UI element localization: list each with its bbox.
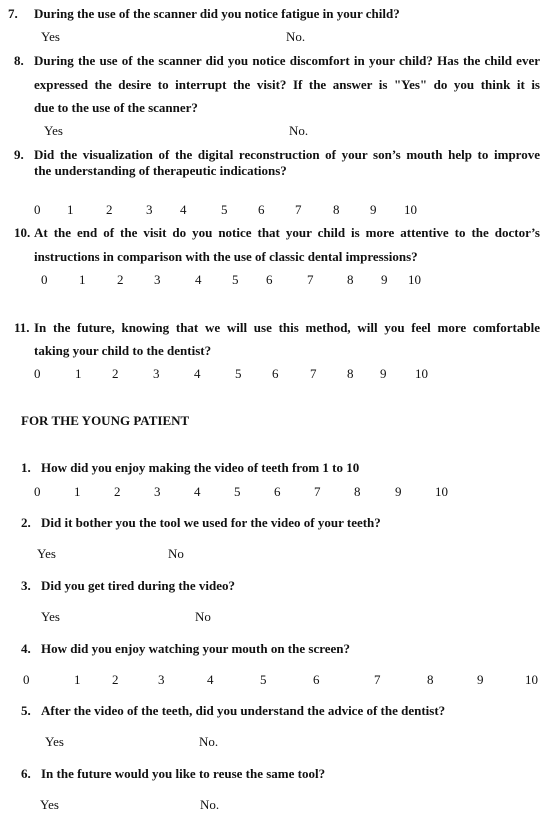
scale-value: 0 [34,366,41,381]
question-text: At the end of the visit do you notice that your child is more attentive to the doctor’s [34,225,540,240]
question-number: 9. [14,147,24,162]
scale-value: 5 [232,272,239,287]
question-number: 4. [21,641,31,656]
question-number: 8. [14,53,24,68]
question-text: due to the use of the scanner? [34,100,198,115]
answer-yes: Yes [41,29,60,44]
scale-value: 8 [427,672,434,687]
scale-value: 8 [347,272,354,287]
scale-value: 4 [207,672,214,687]
scale-value: 5 [234,484,241,499]
question-text: How did you enjoy making the video of teeth from 1 to 10 [41,460,360,475]
scale-value: 7 [314,484,321,499]
question-text: How did you enjoy watching your mouth on the screen? [41,641,351,656]
question-number: 10. [14,225,31,240]
scale-value: 7 [307,272,314,287]
question-number: 1. [21,460,31,475]
scale-value: 2 [112,672,119,687]
scale-value: 0 [41,272,48,287]
scale-value: 3 [158,672,165,687]
scale-value: 8 [333,202,340,217]
question-text: Did it bother you the tool we used for the video of your teeth? [41,515,381,530]
scale-value: 2 [117,272,124,287]
question-number: 3. [21,578,31,593]
scale-value: 4 [195,272,202,287]
section-title: FOR THE YOUNG PATIENT [21,413,190,428]
scale-value: 0 [34,484,41,499]
scale-value: 10 [415,366,428,381]
answer-yes: Yes [40,797,59,812]
question-text: In the future, knowing that we will use this method, will you feel more comfortable [34,320,540,335]
question-text: expressed the desire to interrupt the visit? If the answer is "Yes" do you think it is [34,77,540,92]
scale-value: 7 [374,672,381,687]
scale-value: 3 [154,272,161,287]
answer-no: No. [286,29,306,44]
scale-value: 9 [395,484,402,499]
scale-value: 9 [477,672,484,687]
scale-value: 1 [74,672,81,687]
scale-value: 2 [112,366,119,381]
question-text: During the use of the scanner did you notice discomfort in your child? Has the child ever [34,53,540,68]
scale-value: 10 [525,672,538,687]
scale-value: 6 [258,202,265,217]
question-text: During the use of the scanner did you notice fatigue in your child? [34,6,400,21]
scale-value: 9 [380,366,387,381]
question-text: Did you get tired during the video? [41,578,236,593]
scale-value: 5 [260,672,267,687]
scale-value: 0 [34,202,41,217]
answer-yes: Yes [37,546,56,561]
scale-value: 10 [435,484,448,499]
question-text: the understanding of therapeutic indications? [34,163,287,178]
scale-value: 1 [74,484,81,499]
question-text: Did the visualization of the digital reconstruction of your son’s mouth help to improve [34,147,540,162]
scale-value: 10 [404,202,417,217]
question-text: instructions in comparison with the use of classic dental impressions? [34,249,418,264]
answer-yes: Yes [41,609,60,624]
answer-no: No. [200,797,220,812]
scale-value: 1 [79,272,86,287]
question-number: 6. [21,766,31,781]
scale-value: 4 [180,202,187,217]
scale-value: 8 [354,484,361,499]
scale-value: 2 [106,202,113,217]
answer-no: No [195,609,211,624]
question-number: 5. [21,703,31,718]
scale-value: 6 [272,366,279,381]
scale-value: 4 [194,484,201,499]
question-number: 11. [14,320,30,335]
scale-value: 1 [67,202,74,217]
scale-value: 6 [266,272,273,287]
scale-value: 8 [347,366,354,381]
scale-value: 5 [235,366,242,381]
answer-yes: Yes [44,123,63,138]
scale-value: 9 [381,272,388,287]
scale-value: 6 [274,484,281,499]
question-text: taking your child to the dentist? [34,343,212,358]
answer-yes: Yes [45,734,64,749]
scale-value: 10 [408,272,421,287]
scale-value: 7 [295,202,302,217]
scale-value: 6 [313,672,320,687]
answer-no: No. [289,123,309,138]
question-text: After the video of the teeth, did you understand the advice of the dentist? [41,703,446,718]
scale-value: 5 [221,202,228,217]
answer-no: No. [199,734,219,749]
scale-value: 4 [194,366,201,381]
scale-value: 3 [146,202,153,217]
scale-value: 9 [370,202,377,217]
scale-value: 2 [114,484,121,499]
scale-value: 1 [75,366,82,381]
scale-value: 7 [310,366,317,381]
question-text: In the future would you like to reuse the same tool? [41,766,326,781]
question-number: 2. [21,515,31,530]
answer-no: No [168,546,184,561]
question-number: 7. [8,6,18,21]
scale-value: 3 [154,484,161,499]
scale-value: 3 [153,366,160,381]
scale-value: 0 [23,672,30,687]
